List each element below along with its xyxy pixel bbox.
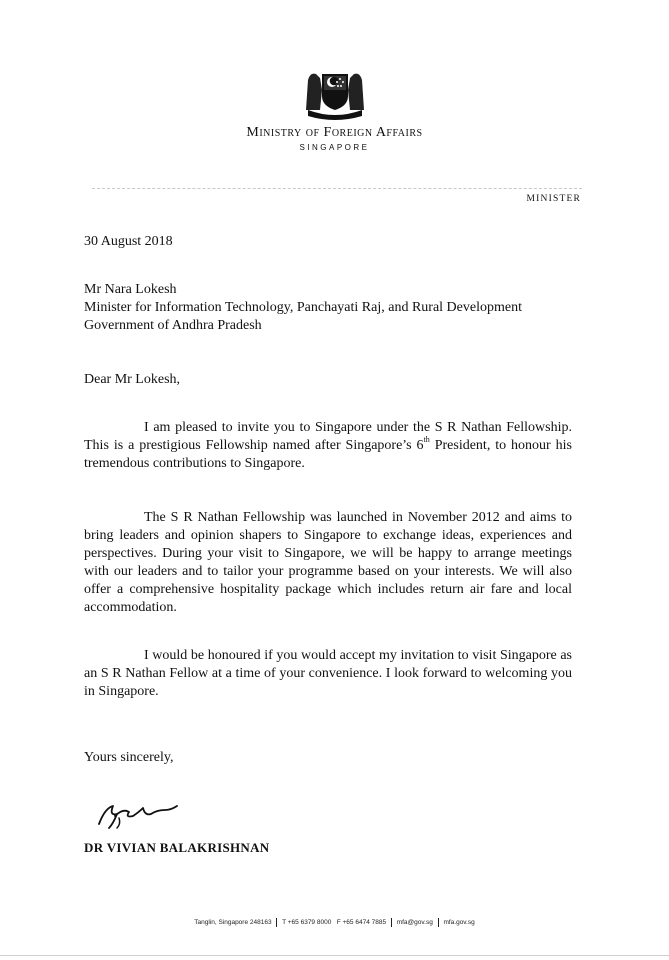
paragraph-1-text: I am pleased to invite you to Singapore under the S R Nathan Fellowship. This is a prestigious Fellowship named after Singapore’s 6 <box>84 420 572 453</box>
footer-divider <box>438 918 439 927</box>
country-name: SINGAPORE <box>299 143 370 152</box>
footer-fax: F +65 6474 7885 <box>336 919 387 927</box>
paragraph-2: The S R Nathan Fellowship was launched in November 2012 and aims to bring leaders and opinion shapers to Singapore to exchange ideas, experiences and perspectives. During your visit to Singapore, we will be happy to arrange meetings with our leaders and to tailor your programme based on your interests. We will also offer a comprehensive hospitality package which includes return air fare and local accommodation. <box>84 510 572 615</box>
recipient-name: Mr Nara Lokesh <box>84 282 177 297</box>
paragraph-3: I would be honoured if you would accept my invitation to visit Singapore as an S R Nathan Fellow at a time of your convenience. I look forward to welcoming you in Singapore. <box>84 648 572 699</box>
recipient-block <box>84 281 572 335</box>
footer-divider <box>391 918 392 927</box>
paragraph-1-text-end: President, to honour his tremendous contributions to Singapore. <box>84 438 572 471</box>
ordinal-suffix: th <box>423 435 430 444</box>
signature-icon <box>95 798 195 832</box>
footer-telephone: T +65 6379 8000 <box>282 919 332 927</box>
footer-address: Tanglin, Singapore 248163 <box>194 919 272 927</box>
footer-email[interactable]: mfa@gov.sg <box>396 919 433 927</box>
footer-divider <box>276 918 277 927</box>
recipient-title: Minister for Information Technology, Panchayati Raj, and Rural Development <box>84 300 522 315</box>
closing: Yours sincerely, <box>84 750 174 765</box>
recipient-organisation: Government of Andhra Pradesh <box>84 318 262 333</box>
salutation: Dear Mr Lokesh, <box>84 372 181 387</box>
footer-website[interactable]: mfa.gov.sg <box>443 919 475 927</box>
coat-of-arms-icon <box>300 60 370 120</box>
footer-contact <box>0 918 669 927</box>
paragraph-1 <box>84 419 572 473</box>
ministry-name: Ministry of Foreign Affairs <box>246 125 423 140</box>
letterhead-divider <box>92 188 582 190</box>
office-label: MINISTER <box>526 194 581 204</box>
signer-name: DR VIVIAN BALAKRISHNAN <box>84 840 270 855</box>
page-bottom-edge <box>0 955 669 956</box>
letter-date: 30 August 2018 <box>84 234 173 249</box>
